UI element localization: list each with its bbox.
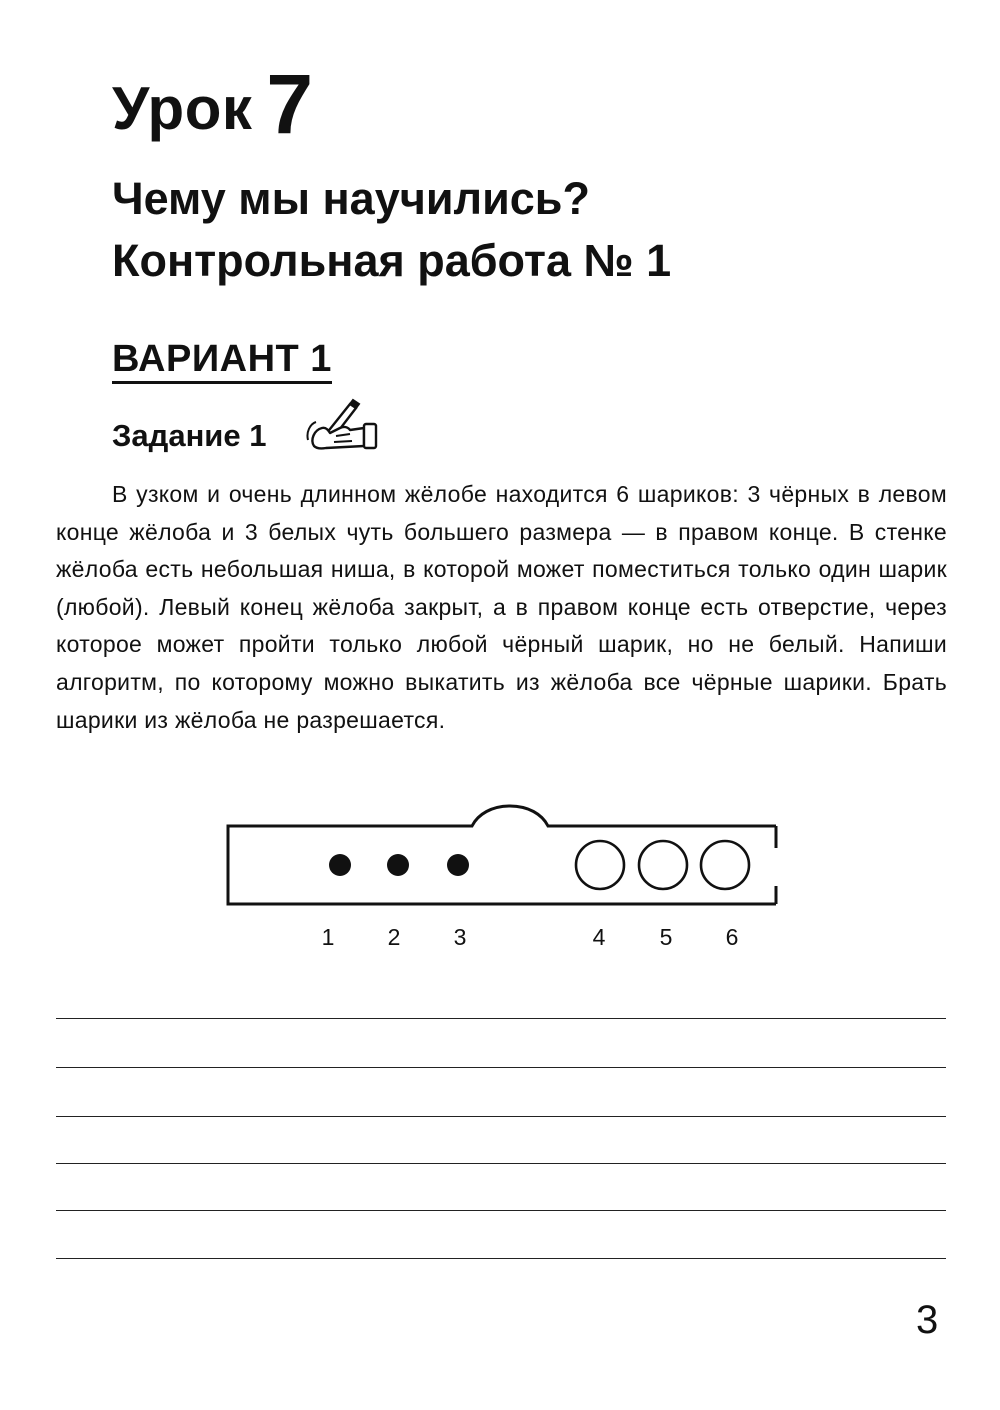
subtitle-line-1: Чему мы научились? [112, 173, 590, 224]
subtitle-line-2: Контрольная работа № 1 [112, 235, 672, 286]
trough-diagram [220, 796, 790, 966]
answer-line[interactable] [56, 1163, 946, 1164]
lesson-word: Урок [112, 75, 253, 142]
task-heading: Задание 1 [112, 418, 267, 453]
ball-label-1: 1 [321, 924, 335, 950]
ball-5 [639, 841, 687, 889]
ball-2 [387, 854, 409, 876]
writing-hand-icon [306, 396, 380, 452]
ball-label-3: 3 [453, 924, 467, 950]
ball-4 [576, 841, 624, 889]
task-text: В узком и очень длинном жёлобе находится 6 шариков: 3 чёрных в левом конце жёлоба и 3 белых чуть большего размера — в правом конце. В стенке жёлоба есть небольшая ниша, в которой может поместиться только один шарик (любой). Левый конец жёлоба закрыт, а в правом конце есть отверстие, через которое может пройти только любой чёрный шарик, но не белый. Напиши алгоритм, по которому можно выкатить из жёлоба все чёрные шарики. Брать шарики из жёлоба не разрешается. [56, 481, 947, 733]
answer-line[interactable] [56, 1210, 946, 1211]
answer-line[interactable] [56, 1258, 946, 1259]
ball-label-6: 6 [725, 924, 739, 950]
ball-1 [329, 854, 351, 876]
variant-heading: ВАРИАНТ 1 [112, 340, 332, 384]
ball-label-2: 2 [387, 924, 401, 950]
ball-6 [701, 841, 749, 889]
answer-line[interactable] [56, 1018, 946, 1019]
page-number: 3 [916, 1298, 939, 1342]
lesson-number: 7 [266, 57, 314, 151]
ball-label-4: 4 [592, 924, 606, 950]
lesson-title [112, 57, 314, 151]
answer-line[interactable] [56, 1116, 946, 1117]
answer-line[interactable] [56, 1067, 946, 1068]
ball-3 [447, 854, 469, 876]
ball-label-5: 5 [659, 924, 673, 950]
